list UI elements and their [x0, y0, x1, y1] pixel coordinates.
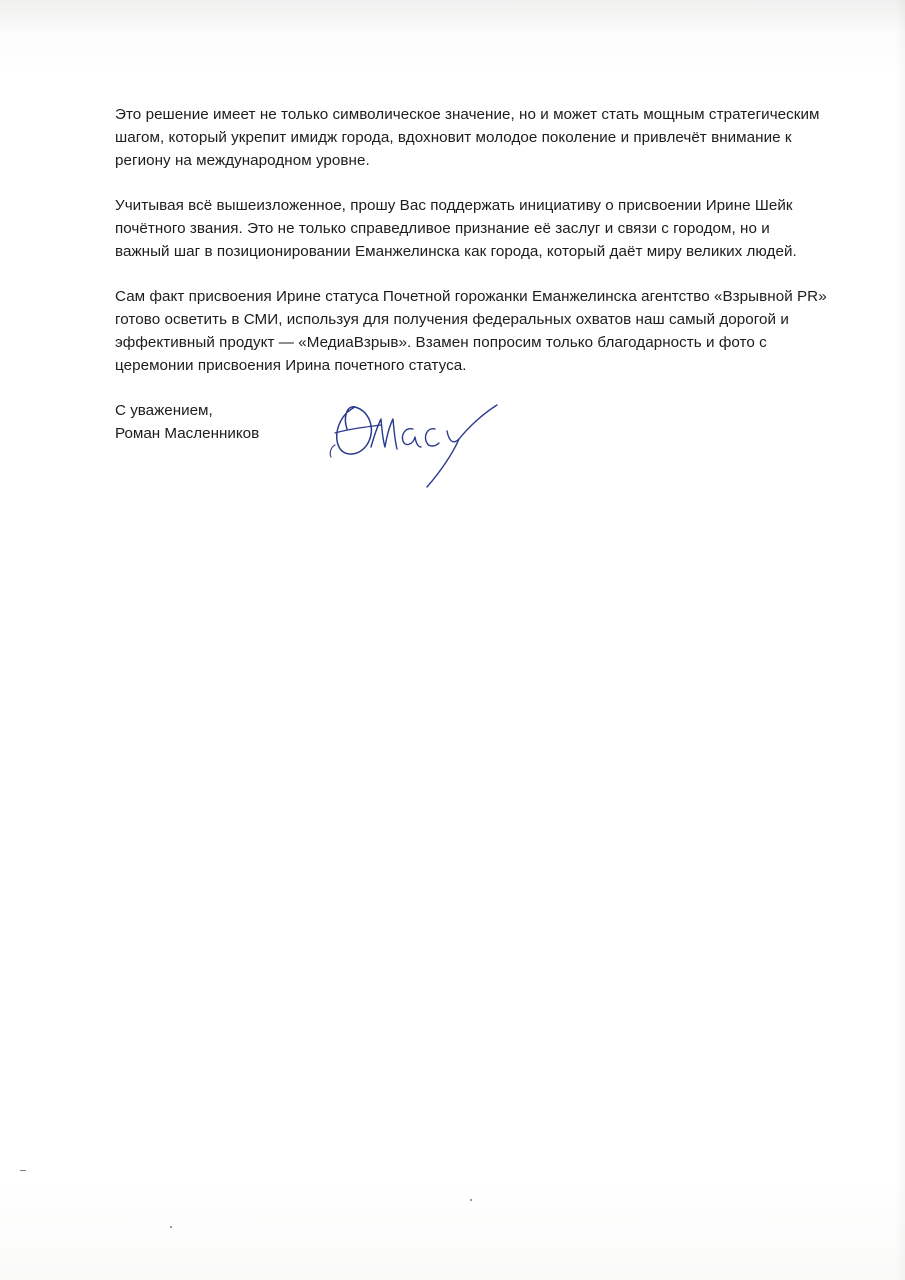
paragraph-significance: [115, 103, 820, 172]
scan-shadow-right: [895, 0, 905, 1280]
paragraph-line: почётного звания. Это не только справедливое признание её заслуг и связи с городом, но и: [115, 220, 770, 237]
scan-speck: [20, 1170, 26, 1171]
paragraph-request: [115, 194, 815, 263]
scan-speck: [170, 1226, 172, 1228]
sender-name: Роман Масленников: [115, 425, 260, 442]
salutation: С уважением,: [115, 402, 213, 419]
paragraph-line: готово осветить в СМИ, используя для получения федеральных охватов наш самый дорогой и: [115, 311, 789, 328]
paragraph-line: Это решение имеет не только символическое значение, но и может стать мощным стратегическим: [115, 106, 820, 123]
paragraph-line: Учитывая всё вышеизложенное, прошу Вас поддержать инициативу о присвоении Ирине Шейк: [115, 197, 793, 214]
scan-shadow-top: [0, 0, 905, 34]
letter-body: [115, 103, 827, 445]
paragraph-line: церемонии присвоения Ирина почетного статуса.: [115, 357, 467, 374]
paragraph-line: важный шаг в позиционировании Еманжелинска как города, который даёт миру великих людей.: [115, 243, 797, 260]
paragraph-line: Сам факт присвоения Ирине статуса Почетной горожанки Еманжелинска агентство «Взрывной PR»: [115, 288, 827, 305]
paragraph-media-offer: [115, 285, 827, 377]
paragraph-line: эффективный продукт — «МедиаВзрыв». Взамен попросим только благодарность и фото с: [115, 334, 767, 351]
paragraph-line: региону на международном уровне.: [115, 152, 370, 169]
handwritten-signature: [325, 395, 515, 495]
paragraph-line: шагом, который укрепит имидж города, вдохновит молодое поколение и привлечёт внимание к: [115, 129, 792, 146]
scan-speck: [470, 1199, 472, 1201]
